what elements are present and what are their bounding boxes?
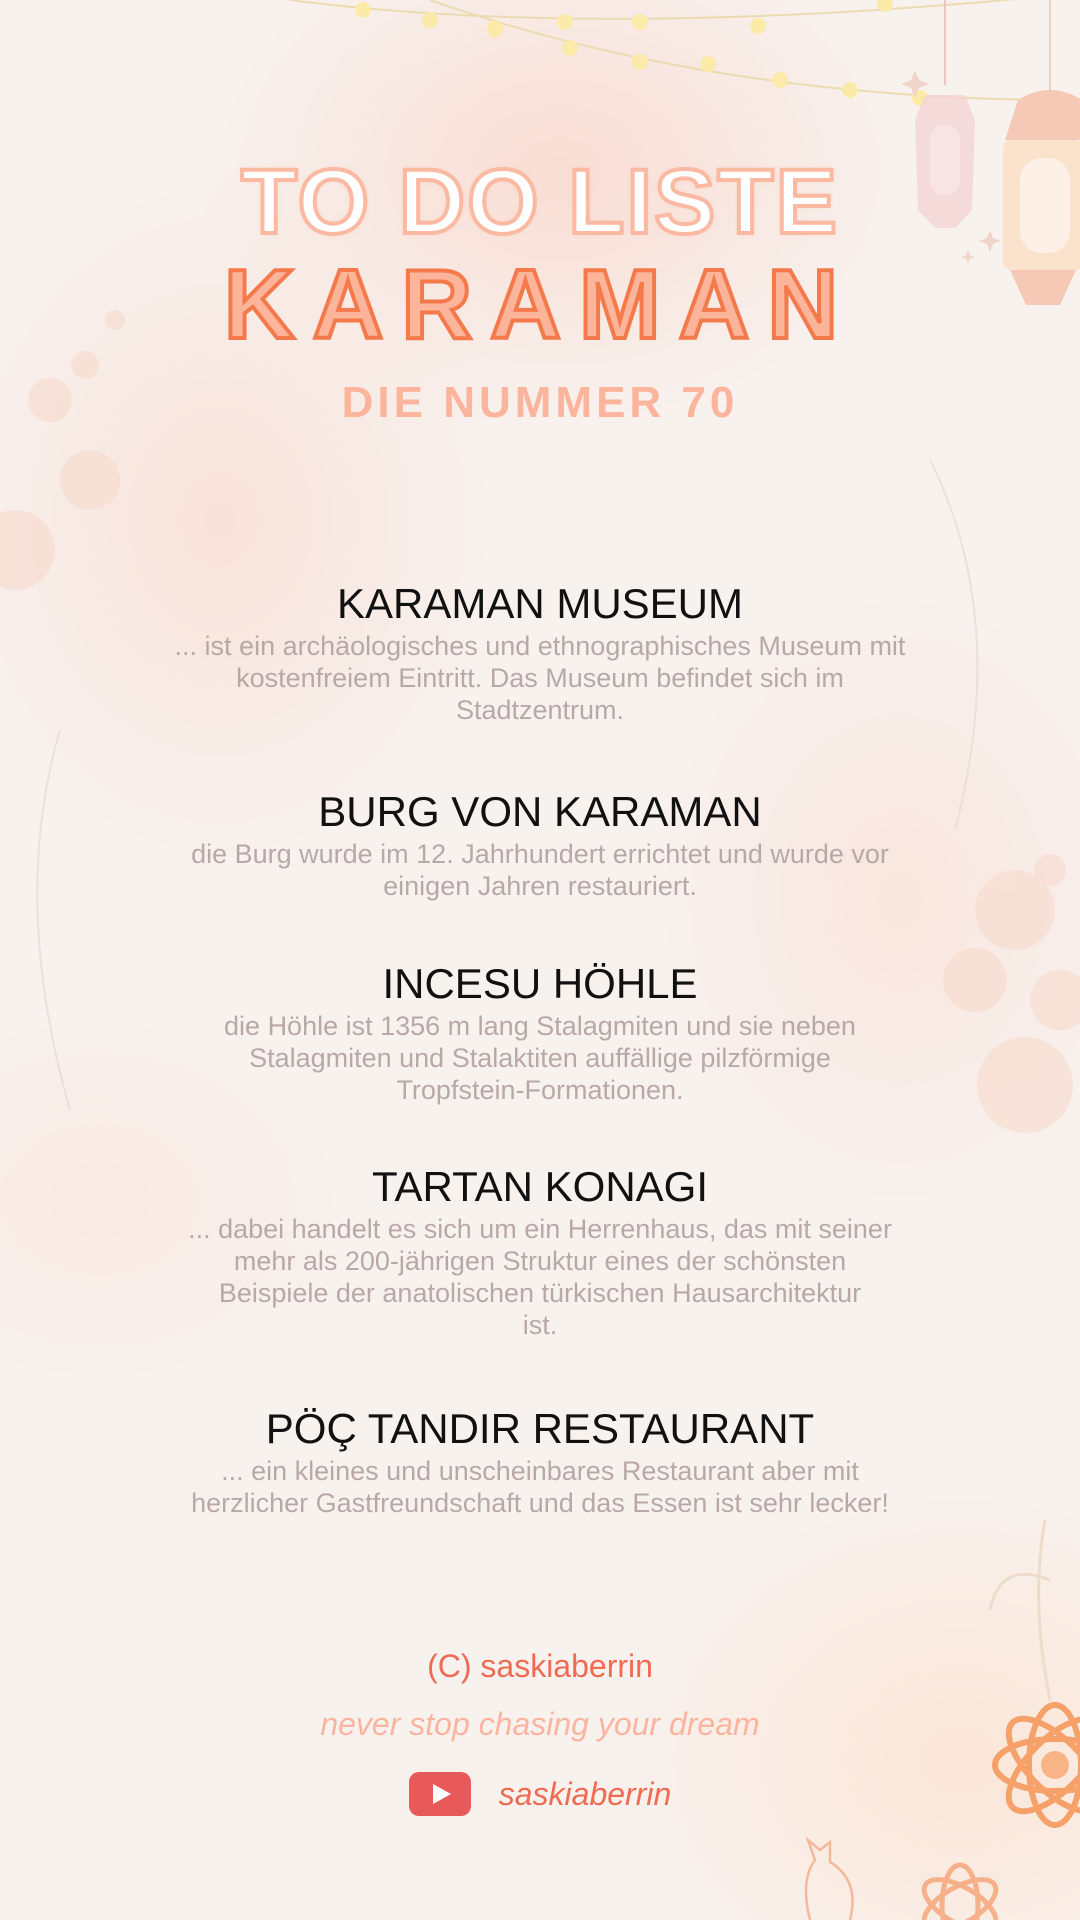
section-title: INCESU HÖHLE — [382, 960, 698, 1007]
subtitle: DIE NUMMER 70 — [341, 378, 739, 427]
title-line-1: TO DO LISTE — [241, 151, 839, 253]
section-description — [130, 838, 950, 902]
section-title: TARTAN KONAGI — [371, 1163, 709, 1210]
section-burg-von-karaman — [130, 788, 950, 902]
title-line-2: KARAMAN — [223, 249, 857, 359]
description-line: Beispiele der anatolischen türkischen Hausarchitektur — [218, 1278, 862, 1308]
section-title: PÖÇ TANDIR RESTAURANT — [265, 1405, 815, 1452]
section-description — [130, 1010, 950, 1106]
description-line: die Burg wurde im 12. Jahrhundert errichtet und wurde vor — [191, 839, 889, 869]
leaf-outline-left — [37, 730, 70, 1110]
section-karaman-museum — [130, 580, 950, 726]
section-description — [130, 630, 950, 726]
description-line: mehr als 200-jährigen Struktur eines der schönsten — [233, 1246, 847, 1276]
description-line: Stadtzentrum. — [455, 695, 625, 725]
copyright-text: (C) saskiaberrin — [427, 1648, 653, 1684]
description-line: ... ein kleines und unscheinbares Restaurant aber mit — [221, 1456, 859, 1486]
description-line: ... ist ein archäologisches und ethnographisches Museum mit — [174, 631, 906, 661]
section-poec-tandir-restaurant — [130, 1405, 950, 1519]
tagline: never stop chasing your dream — [320, 1706, 760, 1742]
cat-icon — [806, 1840, 853, 1920]
section-description — [130, 1213, 950, 1341]
section-tartan-konagi — [130, 1163, 950, 1341]
youtube-icon[interactable] — [409, 1772, 471, 1816]
description-line: ... dabei handelt es sich um ein Herrenhaus, das mit seiner — [188, 1214, 892, 1244]
section-title: KARAMAN MUSEUM — [336, 580, 744, 627]
youtube-handle[interactable]: saskiaberrin — [498, 1775, 672, 1812]
description-line: ist. — [522, 1310, 558, 1340]
section-description — [130, 1455, 950, 1519]
description-line: Stalagmiten und Stalaktiten auffällige pilzförmige — [249, 1043, 831, 1073]
flower-small-icon — [916, 1865, 1003, 1920]
section-incesu-hoehle — [130, 960, 950, 1106]
description-line: herzlicher Gastfreundschaft und das Essen ist sehr lecker! — [191, 1488, 889, 1518]
description-line: kostenfreiem Eintritt. Das Museum befindet sich im — [236, 663, 844, 693]
description-line: einigen Jahren restauriert. — [383, 871, 697, 901]
section-title: BURG VON KARAMAN — [318, 788, 762, 835]
description-line: Tropfstein-Formationen. — [396, 1075, 684, 1105]
description-line: die Höhle ist 1356 m lang Stalagmiten und sie neben — [224, 1011, 856, 1041]
youtube-link[interactable] — [0, 1772, 1080, 1816]
